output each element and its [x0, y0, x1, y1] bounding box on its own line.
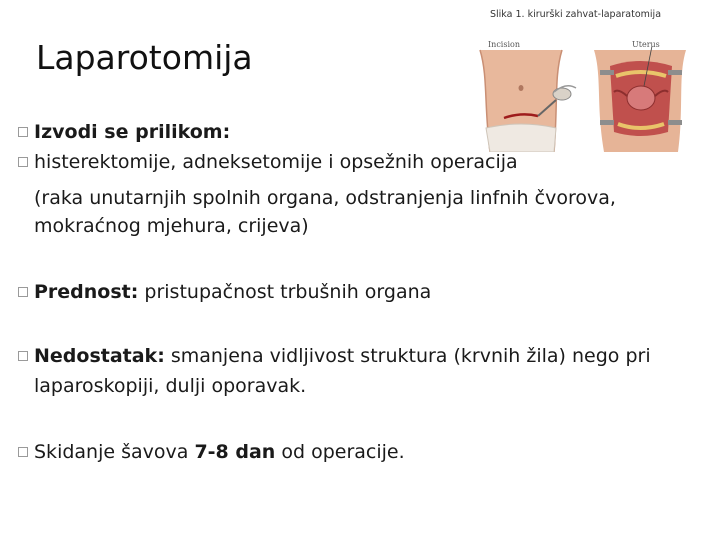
bullet-text: od operacije.	[275, 441, 405, 463]
checkbox-bullet-icon	[18, 351, 28, 361]
bullet-text: histerektomije, adneksetomije i opsežnih operacija	[34, 151, 518, 173]
incision-label: Incision	[488, 40, 520, 49]
bullet-continuation: (raka unutarnjih spolnih organa, odstranjenja linfnih čvorova,	[34, 187, 616, 209]
open-abdomen-uterus-illustration	[582, 36, 698, 152]
uterus-label: Uterus	[632, 40, 660, 49]
slide-title: Laparotomija	[36, 38, 253, 77]
incision-panel	[458, 36, 578, 152]
uterus-panel	[582, 36, 698, 152]
checkbox-bullet-icon	[18, 287, 28, 297]
abdomen-incision-illustration	[458, 36, 578, 152]
laparotomy-figure	[458, 36, 698, 152]
bullet-heading: Prednost:	[34, 281, 139, 303]
bullet-continuation: laparoskopiji, dulji oporavak.	[34, 375, 307, 397]
bullet-continuation: mokraćnog mjehura, crijeva)	[34, 215, 309, 237]
bullet-text: Skidanje šavova	[34, 441, 195, 463]
checkbox-bullet-icon	[18, 127, 28, 137]
bullet-heading: Nedostatak:	[34, 345, 165, 367]
bullet-text: pristupačnost trbušnih organa	[138, 281, 432, 303]
bullet-highlight: 7-8 dan	[194, 441, 276, 463]
bullet-text: smanjena vidljivost struktura (krvnih žila) nego pri	[164, 345, 651, 367]
checkbox-bullet-icon	[18, 157, 28, 167]
figure-caption: Slika 1. kirurški zahvat-laparatomija	[490, 9, 662, 20]
bullet-heading: Izvodi se prilikom:	[34, 121, 231, 143]
checkbox-bullet-icon	[18, 447, 28, 457]
